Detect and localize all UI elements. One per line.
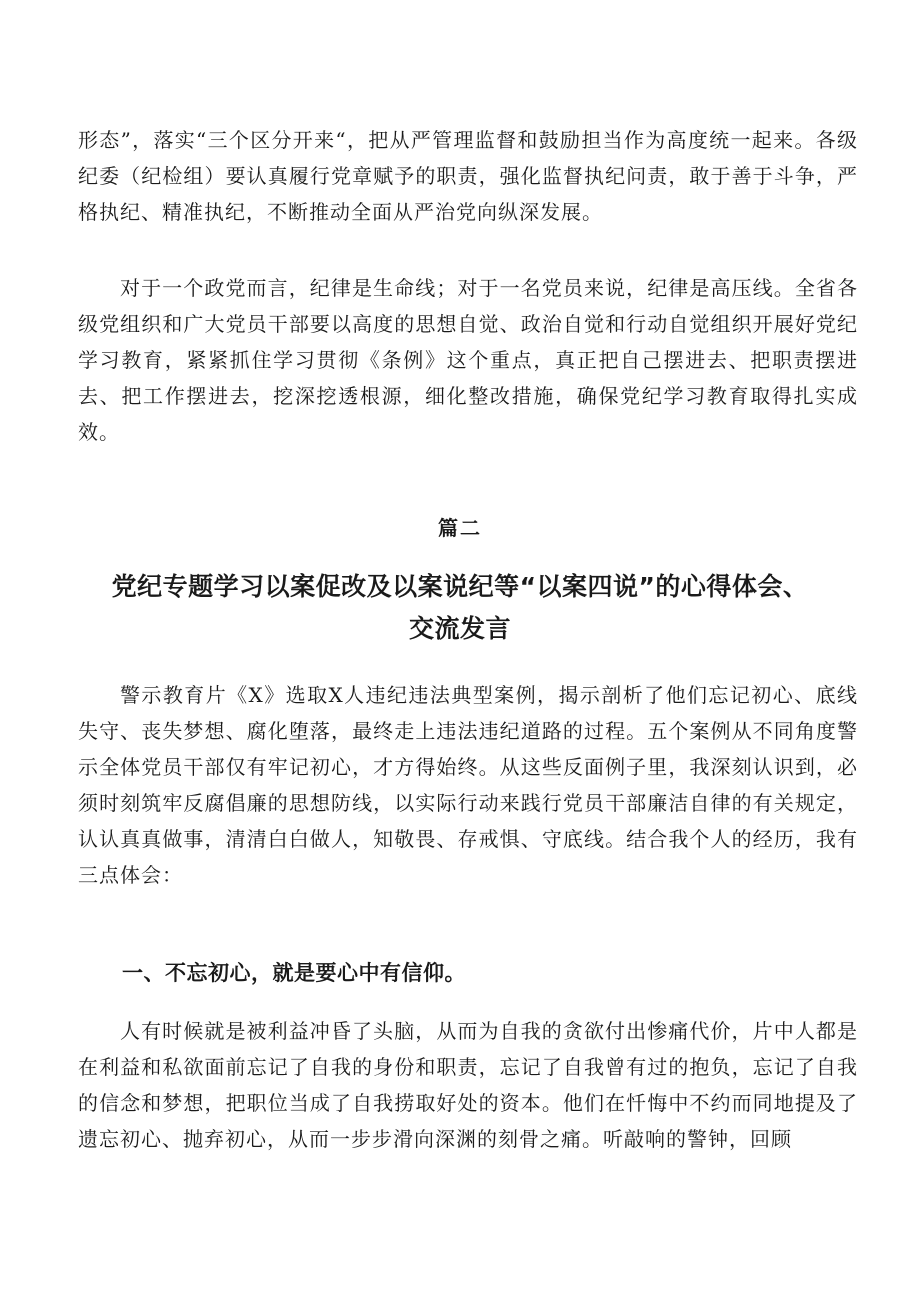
paragraph-first-point: 人有时候就是被利益冲昏了头脑，从而为自我的贪欲付出惨痛代价，片中人都是在利益和私欲面前忘记了自我的身份和职责，忘记了自我曾有过的抱负，忘记了自我的信念和梦想，把职位当成了自我捞取好处的资本。他们在忏悔中不约而同地提及了遗忘初心、抛弃初心，从而一步步滑向深渊的刻骨之痛。听敲响的警钟，回顾 bbox=[78, 1019, 858, 1151]
section-label: 篇二 bbox=[438, 516, 482, 540]
article-title: 党纪专题学习以案促改及以案说纪等“以案四说”的心得体会、交流发言 bbox=[111, 572, 809, 643]
paragraph-warning-film: 警示教育片《X》选取X人违纪违法典型案例，揭示剖析了他们忘记初心、底线失守、丧失梦想、腐化堕落，最终走上违法违纪道路的过程。五个案例从不同角度警示全体党员干部仅有牢记初心，才方得始终。从这些反面例子里，我深刻认识到，必须时刻筑牢反腐倡廉的思想防线，以实际行动来践行党员干部廉洁自律的有关规定，认认真真做事，清清白白做人，知敬畏、存戒惧、守底线。结合我个人的经历，我有三点体会： bbox=[78, 683, 858, 887]
paragraph-discipline: 对于一个政党而言，纪律是生命线；对于一名党员来说，纪律是高压线。全省各级党组织和广大党员干部要以高度的思想自觉、政治自觉和行动自觉组织开展好党纪学习教育，紧紧抓住学习贯彻《条例》这个重点，真正把自己摆进去、把职责摆进去、把工作摆进去，挖深挖透根源，细化整改措施，确保党纪学习教育取得扎实成效。 bbox=[78, 276, 858, 444]
subheading-first-point: 一、不忘初心，就是要心中有信仰。 bbox=[122, 961, 466, 985]
paragraph-continuation: 形态”，落实“三个区分开来“，把从严管理监督和鼓励担当作为高度统一起来。各级纪委（纪检组）要认真履行党章赋予的职责，强化监督执纪问责，敢于善于斗争，严格执纪、精准执纪，不断推动全面从严治党向纵深发展。 bbox=[78, 128, 858, 224]
